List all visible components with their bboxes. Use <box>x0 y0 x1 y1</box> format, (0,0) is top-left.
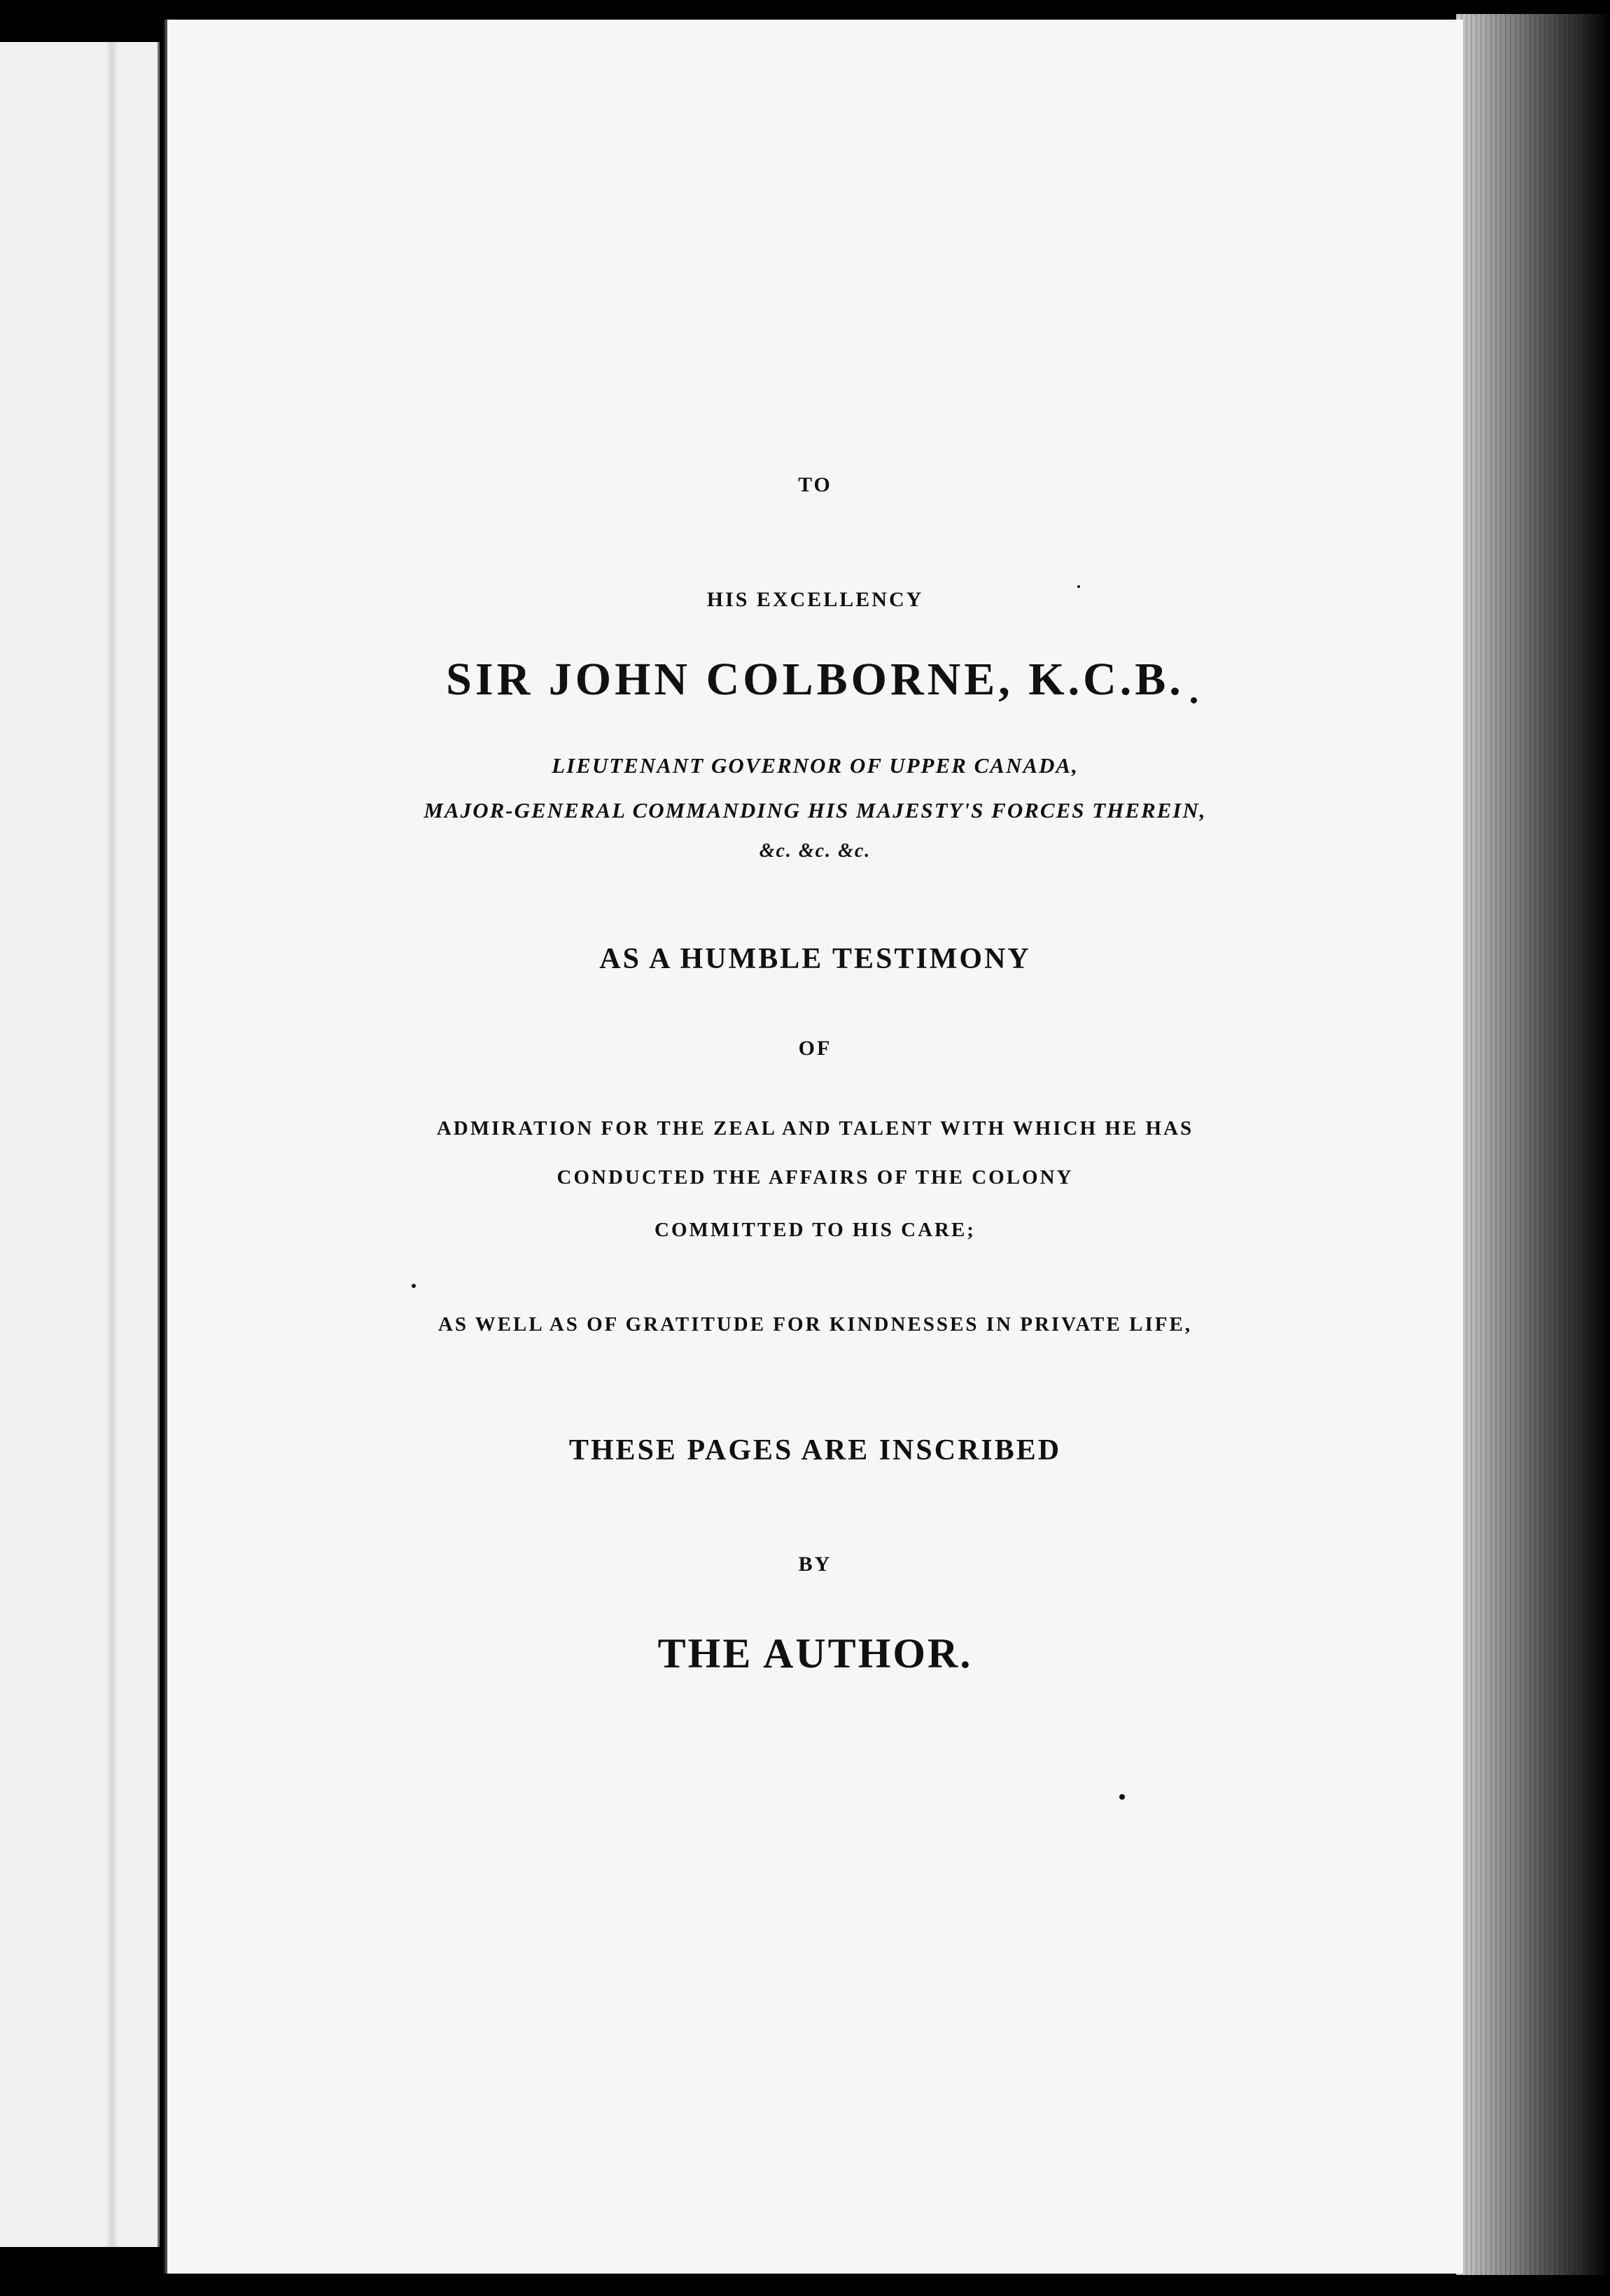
admiration-line-2: CONDUCTED THE AFFAIRS OF THE COLONY <box>556 1166 1074 1189</box>
gratitude-line: AS WELL AS OF GRATITUDE FOR KINDNESSES IN PRIVATE LIFE, <box>438 1313 1193 1336</box>
ink-speck <box>1119 1794 1125 1800</box>
dedication-by: BY <box>798 1553 832 1576</box>
testimony-heading: AS A HUMBLE TESTIMONY <box>599 943 1031 975</box>
admiration-line-1: ADMIRATION FOR THE ZEAL AND TALENT WITH WHICH HE HAS <box>436 1117 1194 1140</box>
dedicatee-etc: &c. &c. &c. <box>759 840 872 862</box>
dedication-content <box>167 20 1463 2274</box>
ink-speck <box>1191 697 1197 704</box>
ink-speck <box>1077 585 1080 588</box>
facing-page-edge <box>0 42 160 2247</box>
dedication-his-excellency: HIS EXCELLENCY <box>706 588 924 611</box>
inscribed-line: THESE PAGES ARE INSCRIBED <box>568 1434 1062 1466</box>
dedicatee-title-line-1: LIEUTENANT GOVERNOR OF UPPER CANADA, <box>552 753 1079 778</box>
dedication-page <box>164 20 1463 2274</box>
book-page-edges <box>1456 14 1610 2275</box>
dedicatee-name: SIR JOHN COLBORNE, K.C.B. <box>446 654 1184 705</box>
dedication-author: THE AUTHOR. <box>657 1630 973 1676</box>
dedicatee-title-line-2: MAJOR-GENERAL COMMANDING HIS MAJESTY'S FORCES THEREIN, <box>424 798 1207 822</box>
testimony-of: OF <box>798 1037 832 1060</box>
admiration-line-3: COMMITTED TO HIS CARE; <box>654 1219 976 1241</box>
dedication-to: TO <box>798 473 832 496</box>
page-fold <box>105 42 119 2247</box>
ink-speck <box>412 1284 416 1288</box>
